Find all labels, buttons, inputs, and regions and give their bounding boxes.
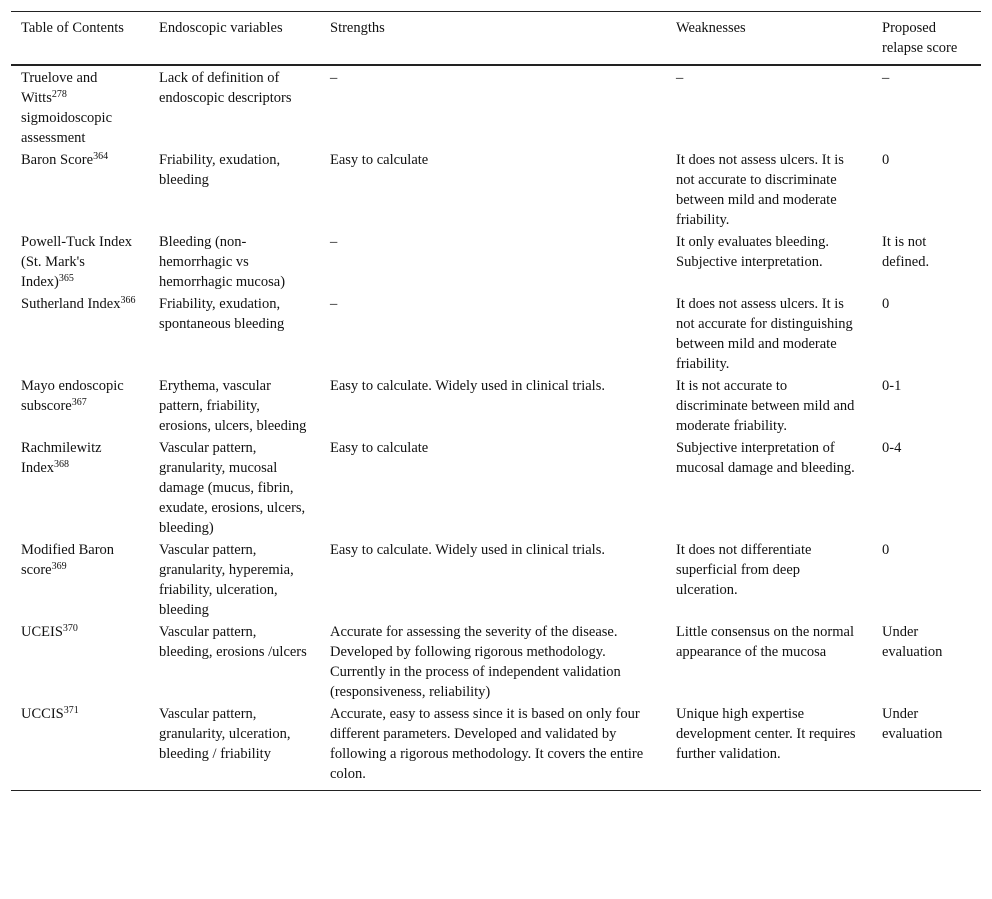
score-cell: 0 <box>882 296 890 312</box>
strengths-cell: Easy to calculate <box>330 152 429 168</box>
weaknesses-cell: It does not assess ulcers. It is not accurate to discriminate between mild and moderate friability. <box>676 152 844 228</box>
table-header <box>11 12 981 66</box>
weaknesses-cell: – <box>676 70 684 86</box>
reference-number: 365 <box>58 273 74 284</box>
score-cell: Under evaluation <box>872 702 981 791</box>
index-name-cell <box>11 436 149 538</box>
reference-number: 367 <box>71 397 87 408</box>
variables-cell: Vascular pattern, granularity, ulceration, bleeding / friability <box>149 702 320 791</box>
reference-number: 370 <box>62 623 78 634</box>
index-name-cell <box>11 374 149 436</box>
score-cell: It is not defined. <box>882 234 930 270</box>
index-name-cell <box>11 292 149 374</box>
index-name-cell <box>11 148 149 230</box>
score-cell: – <box>882 70 890 86</box>
header-endoscopic-variables: Endoscopic variables <box>149 12 320 66</box>
score-cell: 0-4 <box>882 440 902 456</box>
table-row <box>11 65 981 148</box>
index-name: Rachmilewitz Index <box>21 440 102 476</box>
reference-number: 278 <box>51 89 67 100</box>
table-row <box>11 374 981 436</box>
index-name: UCEIS <box>21 624 63 640</box>
reference-number: 368 <box>54 459 70 470</box>
strengths-cell: Accurate for assessing the severity of the disease. Developed by following rigorous methodology. Currently in the process of independent validation (responsiveness, reliability) <box>330 624 621 700</box>
strengths-cell: Easy to calculate <box>330 440 429 456</box>
score-cell: Under evaluation <box>882 624 943 660</box>
index-name: Sutherland Index <box>21 296 121 312</box>
endoscopic-indices-table <box>11 11 981 791</box>
strengths-cell: – <box>330 70 338 86</box>
index-name-cell <box>11 65 149 148</box>
weaknesses-cell: It does not differentiate superficial from deep ulceration. <box>676 542 812 598</box>
table-body <box>11 65 981 791</box>
strengths-cell: Accurate, easy to assess since it is based on only four different parameters. Developed and validated by following a rigorous methodology. It covers the entire colon. <box>320 702 666 791</box>
table-row <box>11 230 981 292</box>
index-name-cell <box>11 538 149 620</box>
table-row <box>11 620 981 702</box>
table-row <box>11 702 981 791</box>
index-name-cell <box>11 230 149 292</box>
strengths-cell: Easy to calculate. Widely used in clinical trials. <box>330 378 605 394</box>
index-name-cell <box>11 620 149 702</box>
table-container <box>11 11 981 791</box>
index-name-cell <box>11 702 149 791</box>
table-row <box>11 292 981 374</box>
header-weaknesses: Weaknesses <box>666 12 872 66</box>
header-table-of-contents: Table of Contents <box>11 12 149 66</box>
index-name: Powell-Tuck Index (St. Mark's Index) <box>21 234 133 290</box>
header-strengths: Strengths <box>320 12 666 66</box>
variables-cell: Bleeding (non-hemorrhagic vs hemorrhagic mucosa) <box>159 234 286 290</box>
index-name: UCCIS <box>21 706 64 722</box>
reference-number: 371 <box>63 705 79 716</box>
variables-cell: Friability, exudation, spontaneous bleeding <box>159 296 285 332</box>
table-row <box>11 436 981 538</box>
weaknesses-cell: Subjective interpretation of mucosal damage and bleeding. <box>676 440 855 476</box>
strengths-cell: – <box>330 296 338 312</box>
reference-number: 364 <box>93 151 109 162</box>
variables-cell: Vascular pattern, granularity, mucosal damage (mucus, fibrin, exudate, erosions, ulcers, bleeding) <box>159 440 306 536</box>
header-row <box>11 12 981 66</box>
score-cell: 0 <box>882 152 890 168</box>
reference-number: 366 <box>120 295 136 306</box>
strengths-cell: Easy to calculate. Widely used in clinical trials. <box>330 542 605 558</box>
weaknesses-cell: Little consensus on the normal appearance of the mucosa <box>676 624 854 660</box>
header-proposed-relapse-score: Proposed relapse score <box>872 12 981 66</box>
weaknesses-cell: It does not assess ulcers. It is not accurate for distinguishing between mild and moderate friability. <box>676 296 853 372</box>
variables-cell: Lack of definition of endoscopic descriptors <box>159 70 292 106</box>
index-name: Truelove and Witts <box>21 70 98 106</box>
variables-cell: Vascular pattern, bleeding, erosions /ulcers <box>159 624 307 660</box>
score-cell: 0-1 <box>882 378 902 394</box>
weaknesses-cell: It is not accurate to discriminate between mild and moderate friability. <box>676 378 855 434</box>
reference-number: 369 <box>51 561 67 572</box>
index-name: Baron Score <box>21 152 94 168</box>
table-row <box>11 148 981 230</box>
variables-cell: Vascular pattern, granularity, hyperemia, friability, ulceration, bleeding <box>159 542 294 618</box>
weaknesses-cell: It only evaluates bleeding. Subjective interpretation. <box>676 234 830 270</box>
score-cell: 0 <box>882 542 890 558</box>
strengths-cell: – <box>330 234 338 250</box>
variables-cell: Friability, exudation, bleeding <box>159 152 281 188</box>
index-name: Modified Baron score <box>21 542 115 578</box>
table-row <box>11 538 981 620</box>
index-name: Mayo endoscopic subscore <box>21 378 124 414</box>
variables-cell: Erythema, vascular pattern, friability, erosions, ulcers, bleeding <box>159 378 307 434</box>
weaknesses-cell: Unique high expertise development center. It requires further validation. <box>666 702 872 791</box>
index-name-suffix: sigmoidoscopic assessment <box>21 110 113 146</box>
